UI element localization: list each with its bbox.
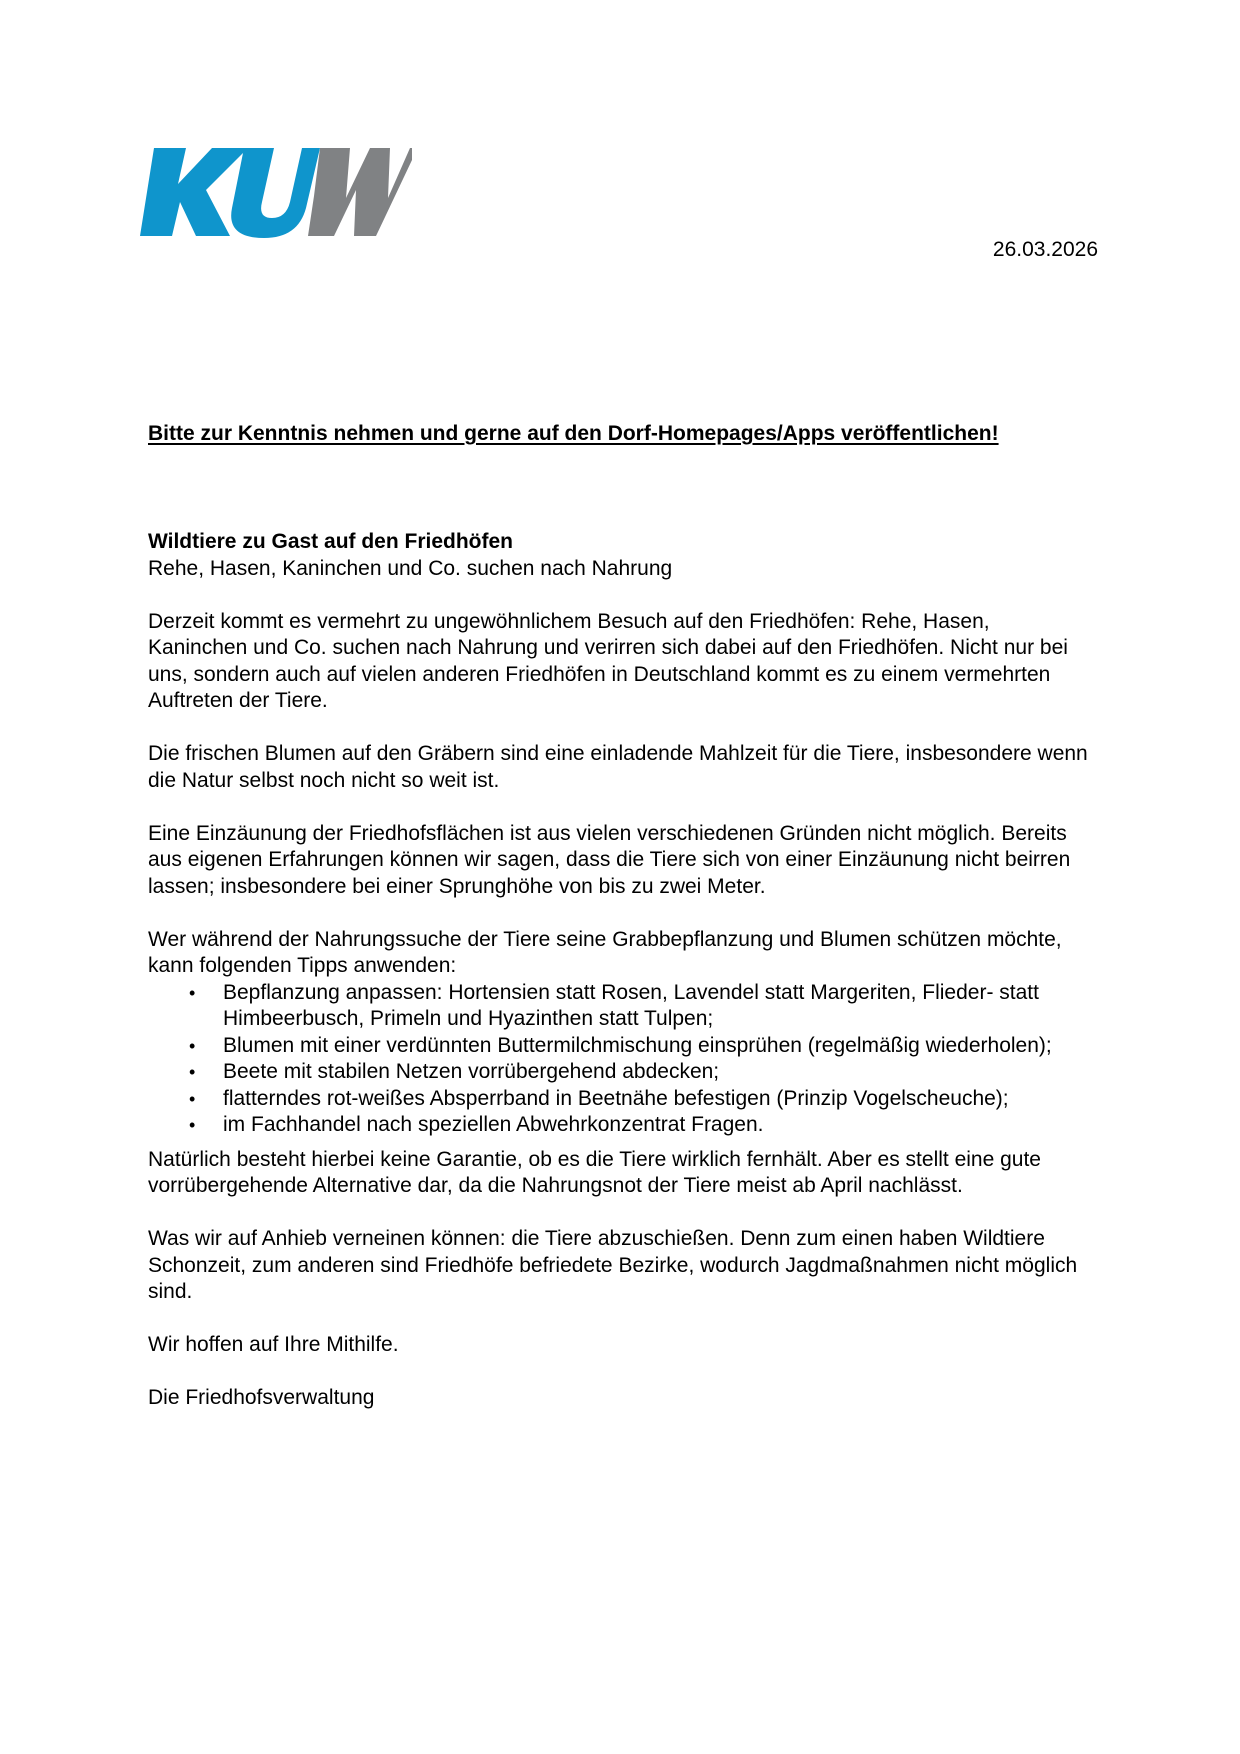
kuw-logo [140,146,412,238]
tip-text: Beete mit stabilen Netzen vorrübergehend abdecken; [223,1060,720,1083]
bullet-icon: • [189,1035,196,1056]
signature: Die Friedhofsverwaltung [148,1386,375,1409]
paragraph: Eine Einzäunung der Friedhofsflächen ist aus vielen verschiedenen Gründen nicht möglich. Bereits aus eigenen Erfahrungen können wir sagen, dass die Tiere sich von einer Einzäunung nicht beirren lassen; insbesondere bei einer Sprunghöhe von bis zu zwei Meter. [148,821,1071,898]
tips-list-item [148,1033,1088,1060]
article-title: Wildtiere zu Gast auf den Friedhöfen [148,530,514,553]
kuw-logo-graphic [140,146,412,238]
tip-text: Blumen mit einer verdünnten Buttermilchmischung einsprühen (regelmäßig wiederholen); [223,1033,1052,1057]
tips-intro: Wer während der Nahrungssuche der Tiere seine Grabbepflanzung und Blumen schützen möchte, kann folgenden Tipps anwenden: [148,927,1062,977]
document-date: 26.03.2026 [992,238,1098,261]
tips-list-item [148,1086,1088,1113]
bullet-icon: • [189,1088,196,1109]
logo-letter-k [140,148,248,236]
paragraph: Was wir auf Anhieb verneinen können: die Tiere abzuschießen. Denn zum einen haben Wildtiere Schonzeit, zum anderen sind Friedhöfe befriedete Bezirke, wodurch Jagdmaßnahmen nicht möglich sind. [148,1227,1078,1303]
bullet-icon: • [189,1115,196,1135]
paragraph: Die frischen Blumen auf den Gräbern sind eine einladende Mahlzeit für die Tiere, insbesondere wenn die Natur selbst noch nicht so weit ist. [148,742,1088,792]
article [148,529,1088,1412]
bullet-icon: • [189,982,196,1003]
paragraph: Natürlich besteht hierbei keine Garantie, ob es die Tiere wirklich fernhält. Aber es stellt eine gute vorrübergehende Alternative dar, da die Nahrungsnot der Tiere meist ab April nachlässt. [148,1147,1041,1197]
tips-list-item [148,1112,1088,1139]
article-subtitle: Rehe, Hasen, Kaninchen und Co. suchen nach Nahrung [148,556,673,580]
bullet-icon: • [189,1062,196,1082]
tips-list [148,980,1088,1139]
tips-list-item [148,1059,1088,1086]
tips-list-item [148,980,1088,1033]
tip-text: Bepflanzung anpassen: Hortensien statt Rosen, Lavendel statt Margeriten, Flieder- statt Himbeerbusch, Primeln und Hyazinthen statt Tulpen; [223,980,1039,1030]
paragraph: Wir hoffen auf Ihre Mithilfe. [148,1333,399,1356]
tip-text: im Fachhandel nach speziellen Abwehrkonzentrat Fragen. [223,1113,764,1136]
logo-letter-w [308,148,412,236]
tip-text: flatterndes rot-weißes Absperrband in Beetnähe befestigen (Prinzip Vogelscheuche); [223,1086,1009,1110]
logo-letter-u [231,148,320,238]
publication-notice: Bitte zur Kenntnis nehmen und gerne auf den Dorf-Homepages/Apps veröffentlichen! [148,422,999,445]
paragraph: Derzeit kommt es vermehrt zu ungewöhnlichem Besuch auf den Friedhöfen: Rehe, Hasen, Kaninchen und Co. suchen nach Nahrung und verirren sich dabei auf den Friedhöfen. Nicht nur bei uns, sondern auch auf vielen anderen Friedhöfen in Deutschland kommt es zu einem vermehrten Auftreten der Tiere. [148,609,1068,712]
